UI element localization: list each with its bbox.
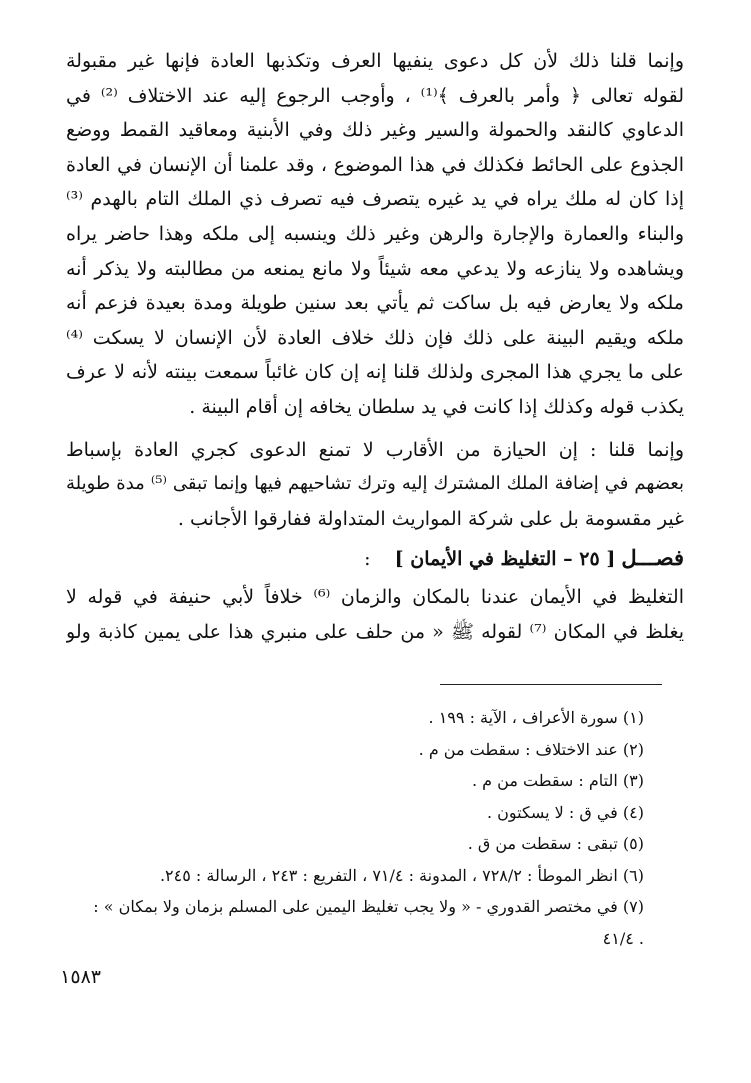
- section-heading: [66, 538, 684, 578]
- text-line-6: والبناء والعمارة والإجارة والرهن وغير ذلك وينسبه إلى ملكه وهذا حاضر يراه: [66, 222, 684, 245]
- heading-colon: :: [364, 548, 371, 571]
- text-line-4: الجذوع على الحائط فكذلك في هذا الموضوع ، وقد علمنا أن الإنسان في العادة: [66, 153, 684, 176]
- text-line-7: ويشاهده ولا ينازعه ولا يدعي معه شيئاً ولا مانع يمنعه من مطالبته ولا يذكر أنه: [66, 257, 684, 280]
- footnote-7-continued: . ٤١/٤: [602, 928, 644, 948]
- footnote-6: (٦) انظر الموطأ : ٧٢٨/٢ ، المدونة : ٧١/٤ ، التفريع : ٢٤٣ ، الرسالة : ٢٤٥.: [159, 865, 644, 885]
- heading-fasl: فصـــل: [621, 545, 684, 571]
- footnote-3: (٣) التام : سقطت من م .: [472, 771, 644, 790]
- text-line-15: التغليظ في الأيمان عندنا بالمكان والزمان ⁽⁶⁾ خلافاً لأبي حنيفة في قوله لا: [66, 586, 684, 609]
- heading-title: [ ٢٥ – التغليظ في الأيمان ]: [394, 548, 616, 571]
- text-line-1: وإنما قلنا ذلك لأن كل دعوى ينفيها العرف وتكذبها العادة فإنها غير مقبولة: [66, 50, 684, 72]
- footnotes: [70, 702, 644, 954]
- footnote-separator: [440, 684, 662, 685]
- text-line-8: ملكه ولا يعارض فيه بل ساكت ثم يأتي بعد سنين طويلة ومدة بعيدة فزعم أنه: [66, 292, 684, 315]
- text-line-5: إذا كان له ملك يراه في يد غيره يتصرف فيه تصرف ذي الملك التام بالهدم ⁽³⁾: [66, 188, 684, 211]
- footnote-7: (٧) في مختصر القدوري - « ولا يجب تغليظ اليمين على المسلم بزمان ولا بمكان » :: [93, 897, 644, 916]
- text-line-3: الدعاوي كالنقد والحمولة والسير وغير ذلك وفي الأبنية ومعاقيد القمط ووضع: [66, 119, 684, 142]
- text-line-14: غير مقسومة بل على شركة المواريث المتداولة ففارقوا الأجانب .: [177, 507, 684, 530]
- footnote-5: (٥) تبقى : سقطت من ق .: [467, 834, 644, 853]
- text-line-12: وإنما قلنا : إن الحيازة من الأقارب لا تمنع الدعوى كجري العادة بإسباط: [66, 438, 684, 461]
- footnote-1: (١) سورة الأعراف ، الآية : ١٩٩ .: [428, 708, 644, 727]
- text-line-13: بعضهم في إضافة الملك المشترك إليه وترك تشاحيهم فيها وإنما تبقى ⁽⁵⁾ مدة طويلة: [66, 473, 684, 495]
- footnote-2: (٢) عند الاختلاف : سقطت من م .: [418, 739, 644, 759]
- page-number: ١٥٨٣: [60, 966, 101, 988]
- text-line-2: لقوله تعالى ﴿ وأمر بالعرف ﴾⁽¹⁾ ، وأوجب الرجوع إليه عند الاختلاف ⁽²⁾ في: [66, 84, 684, 107]
- paragraph-gap: [66, 425, 684, 433]
- text-line-9: ملكه ويقيم البينة على ذلك فإن ذلك خلاف العادة لأن الإنسان لا يسكت ⁽⁴⁾: [66, 326, 684, 349]
- text-line-10: على ما يجري هذا المجرى ولذلك قلنا إنه إن كان غائباً سمعت بينته لأنه لا عرف: [66, 361, 684, 384]
- footnote-4: (٤) في ق : لا يسكتون .: [486, 802, 644, 822]
- text-line-11: يكذب قوله وكذلك إذا كانت في يد سلطان يخافه إن أقام البينة .: [189, 395, 684, 418]
- page-body: [66, 44, 684, 650]
- text-line-16: يغلظ في المكان ⁽⁷⁾ لقوله ﷺ « من حلف على منبري هذا على يمين كاذبة ولو: [66, 620, 684, 643]
